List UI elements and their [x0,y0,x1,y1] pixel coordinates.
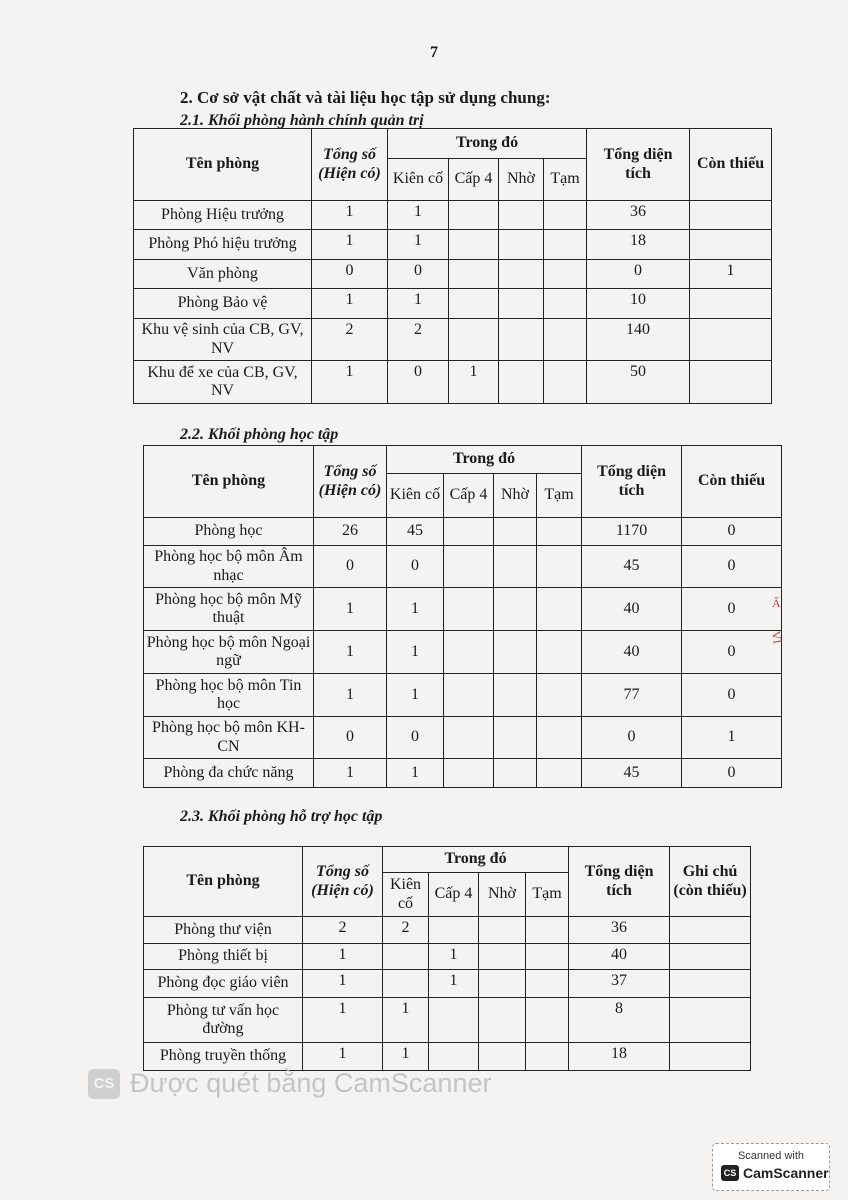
total-cell: 1 [312,361,388,404]
margin-mark: VI [768,629,785,645]
room-name: Phòng đọc giáo viên [144,970,303,998]
total-cell: 1 [314,631,387,674]
borrowed-cell [494,631,537,674]
grade4-cell [449,230,499,260]
header-solid: Kiên cố [388,159,449,201]
solid-cell: 0 [388,260,449,289]
borrowed-cell [494,588,537,631]
borrowed-cell [499,201,544,230]
borrowed-cell [479,944,526,970]
table-row [144,944,751,970]
borrowed-cell [479,1043,526,1071]
missing-cell [690,201,772,230]
area-cell: 45 [582,546,682,588]
table-row [144,631,782,674]
room-name: Phòng tư vấn học đường [144,998,303,1043]
room-name: Phòng thư viện [144,917,303,944]
header-temporary: Tạm [537,474,582,518]
header-grade4: Cấp 4 [429,873,479,917]
grade4-cell [429,998,479,1043]
table-row [134,289,772,319]
area-cell: 50 [587,361,690,404]
temporary-cell [526,944,569,970]
temporary-cell [544,361,587,404]
room-name: Phòng học bộ môn Mỹ thuật [144,588,314,631]
header-area: Tổng diện tích [582,446,682,518]
area-cell: 1170 [582,518,682,546]
grade4-cell [444,759,494,788]
room-name: Phòng đa chức năng [144,759,314,788]
borrowed-cell [499,260,544,289]
total-cell: 1 [312,201,388,230]
margin-mark: Ấ [772,596,781,610]
header-solid: Kiên cố [383,873,429,917]
temporary-cell [544,319,587,361]
temporary-cell [537,518,582,546]
solid-cell: 0 [387,717,444,759]
grade4-cell [449,260,499,289]
grade4-cell [429,917,479,944]
temporary-cell [537,546,582,588]
solid-cell: 1 [388,230,449,260]
badge-brand-text: CamScanner [743,1165,829,1181]
solid-cell: 1 [383,998,429,1043]
borrowed-cell [494,674,537,717]
area-cell: 140 [587,319,690,361]
missing-cell: 0 [682,631,782,674]
camscanner-watermark [88,1068,491,1099]
grade4-cell: 1 [449,361,499,404]
header-room: Tên phòng [144,847,303,917]
room-name: Phòng truyền thống [144,1043,303,1071]
temporary-cell [537,588,582,631]
grade4-cell [429,1043,479,1071]
header-missing: Còn thiếu [690,129,772,201]
total-cell: 2 [303,917,383,944]
temporary-cell [526,970,569,998]
missing-cell [690,230,772,260]
missing-cell: 0 [682,588,782,631]
borrowed-cell [494,717,537,759]
solid-cell: 1 [383,1043,429,1071]
grade4-cell [444,546,494,588]
borrowed-cell [494,518,537,546]
table-row [144,546,782,588]
total-cell: 1 [303,944,383,970]
page-number: 7 [430,44,438,61]
area-cell: 36 [569,917,670,944]
header-borrowed: Nhờ [499,159,544,201]
camscanner-badge-icon: CS [721,1165,739,1181]
temporary-cell [544,201,587,230]
room-name: Phòng Bảo vệ [134,289,312,319]
room-name: Phòng Phó hiệu trưởng [134,230,312,260]
header-area: Tổng diện tích [569,847,670,917]
table1 [133,128,772,404]
table-row [144,759,782,788]
area-cell: 10 [587,289,690,319]
note-cell [670,998,751,1043]
header-total: Tổng số (Hiện có) [312,129,388,201]
solid-cell: 1 [387,759,444,788]
header-temporary: Tạm [544,159,587,201]
total-cell: 26 [314,518,387,546]
table2-title: 2.2. Khối phòng học tập [180,426,339,443]
room-name: Khu vệ sinh của CB, GV, NV [134,319,312,361]
total-cell: 1 [314,759,387,788]
area-cell: 18 [569,1043,670,1071]
room-name: Văn phòng [134,260,312,289]
header-temporary: Tạm [526,873,569,917]
borrowed-cell [499,319,544,361]
borrowed-cell [494,759,537,788]
temporary-cell [526,1043,569,1071]
area-cell: 45 [582,759,682,788]
area-cell: 40 [582,588,682,631]
total-cell: 1 [314,588,387,631]
badge-top-text: Scanned with [737,1150,805,1162]
area-cell: 77 [582,674,682,717]
solid-cell [383,970,429,998]
total-cell: 0 [312,260,388,289]
header-solid: Kiên cố [387,474,444,518]
table3-title: 2.3. Khối phòng hỗ trợ học tập [180,808,383,825]
header-room: Tên phòng [144,446,314,518]
header-total: Tổng số (Hiện có) [303,847,383,917]
grade4-cell [449,319,499,361]
header-note: Ghi chú (còn thiếu) [670,847,751,917]
camscanner-logo-icon: CS [88,1069,120,1099]
room-name: Phòng học [144,518,314,546]
total-cell: 1 [303,998,383,1043]
room-name: Phòng học bộ môn Âm nhạc [144,546,314,588]
table-row [144,588,782,631]
camscanner-badge [712,1143,830,1191]
grade4-cell [444,631,494,674]
area-cell: 40 [582,631,682,674]
total-cell: 0 [314,546,387,588]
total-cell: 1 [303,1043,383,1071]
header-of-which: Trong đó [388,129,587,159]
section-title: 2. Cơ sở vật chất và tài liệu học tập sử dụng chung: [180,88,551,107]
solid-cell: 1 [387,588,444,631]
header-missing: Còn thiếu [682,446,782,518]
area-cell: 18 [587,230,690,260]
header-grade4: Cấp 4 [444,474,494,518]
table-row [144,998,751,1043]
header-grade4: Cấp 4 [449,159,499,201]
solid-cell: 2 [383,917,429,944]
temporary-cell [544,230,587,260]
missing-cell: 0 [682,546,782,588]
room-name: Phòng học bộ môn KH-CN [144,717,314,759]
total-cell: 0 [314,717,387,759]
room-name: Khu để xe của CB, GV, NV [134,361,312,404]
note-cell [670,917,751,944]
borrowed-cell [479,970,526,998]
table2 [143,445,782,788]
note-cell [670,944,751,970]
room-name: Phòng học bộ môn Tin học [144,674,314,717]
table-row [134,260,772,289]
header-room: Tên phòng [134,129,312,201]
table-row [144,1043,751,1071]
missing-cell: 1 [682,717,782,759]
missing-cell: 1 [690,260,772,289]
area-cell: 36 [587,201,690,230]
solid-cell: 1 [387,631,444,674]
borrowed-cell [499,289,544,319]
watermark-text: Được quét bằng CamScanner [130,1068,492,1098]
table-row [144,518,782,546]
table-row [134,319,772,361]
solid-cell [383,944,429,970]
area-cell: 0 [587,260,690,289]
note-cell [670,970,751,998]
temporary-cell [544,289,587,319]
header-of-which: Trong đó [387,446,582,474]
temporary-cell [526,998,569,1043]
temporary-cell [537,717,582,759]
grade4-cell [444,674,494,717]
area-cell: 8 [569,998,670,1043]
room-name: Phòng học bộ môn Ngoại ngữ [144,631,314,674]
table1-title: 2.1. Khối phòng hành chính quản trị [180,112,424,129]
note-cell [670,1043,751,1071]
area-cell: 37 [569,970,670,998]
missing-cell [690,361,772,404]
header-area: Tổng diện tích [587,129,690,201]
total-cell: 1 [303,970,383,998]
area-cell: 0 [582,717,682,759]
solid-cell: 1 [388,289,449,319]
table-row [144,674,782,717]
table3 [143,846,751,1071]
missing-cell: 0 [682,759,782,788]
borrowed-cell [499,230,544,260]
solid-cell: 0 [387,546,444,588]
missing-cell: 0 [682,674,782,717]
header-borrowed: Nhờ [494,474,537,518]
solid-cell: 45 [387,518,444,546]
grade4-cell: 1 [429,944,479,970]
borrowed-cell [499,361,544,404]
solid-cell: 0 [388,361,449,404]
total-cell: 1 [312,230,388,260]
room-name: Phòng Hiệu trưởng [134,201,312,230]
temporary-cell [526,917,569,944]
temporary-cell [537,759,582,788]
borrowed-cell [494,546,537,588]
table-row [144,717,782,759]
grade4-cell [449,289,499,319]
grade4-cell [444,717,494,759]
temporary-cell [544,260,587,289]
grade4-cell [449,201,499,230]
grade4-cell [444,588,494,631]
solid-cell: 1 [388,201,449,230]
grade4-cell: 1 [429,970,479,998]
missing-cell [690,289,772,319]
temporary-cell [537,631,582,674]
table-row [144,970,751,998]
area-cell: 40 [569,944,670,970]
header-of-which: Trong đó [383,847,569,873]
borrowed-cell [479,917,526,944]
grade4-cell [444,518,494,546]
table-row [134,230,772,260]
solid-cell: 2 [388,319,449,361]
temporary-cell [537,674,582,717]
missing-cell [690,319,772,361]
borrowed-cell [479,998,526,1043]
header-borrowed: Nhờ [479,873,526,917]
header-total: Tổng số (Hiện có) [314,446,387,518]
missing-cell: 0 [682,518,782,546]
solid-cell: 1 [387,674,444,717]
total-cell: 1 [314,674,387,717]
table-row [134,201,772,230]
room-name: Phòng thiết bị [144,944,303,970]
total-cell: 2 [312,319,388,361]
total-cell: 1 [312,289,388,319]
table-row [144,917,751,944]
table-row [134,361,772,404]
